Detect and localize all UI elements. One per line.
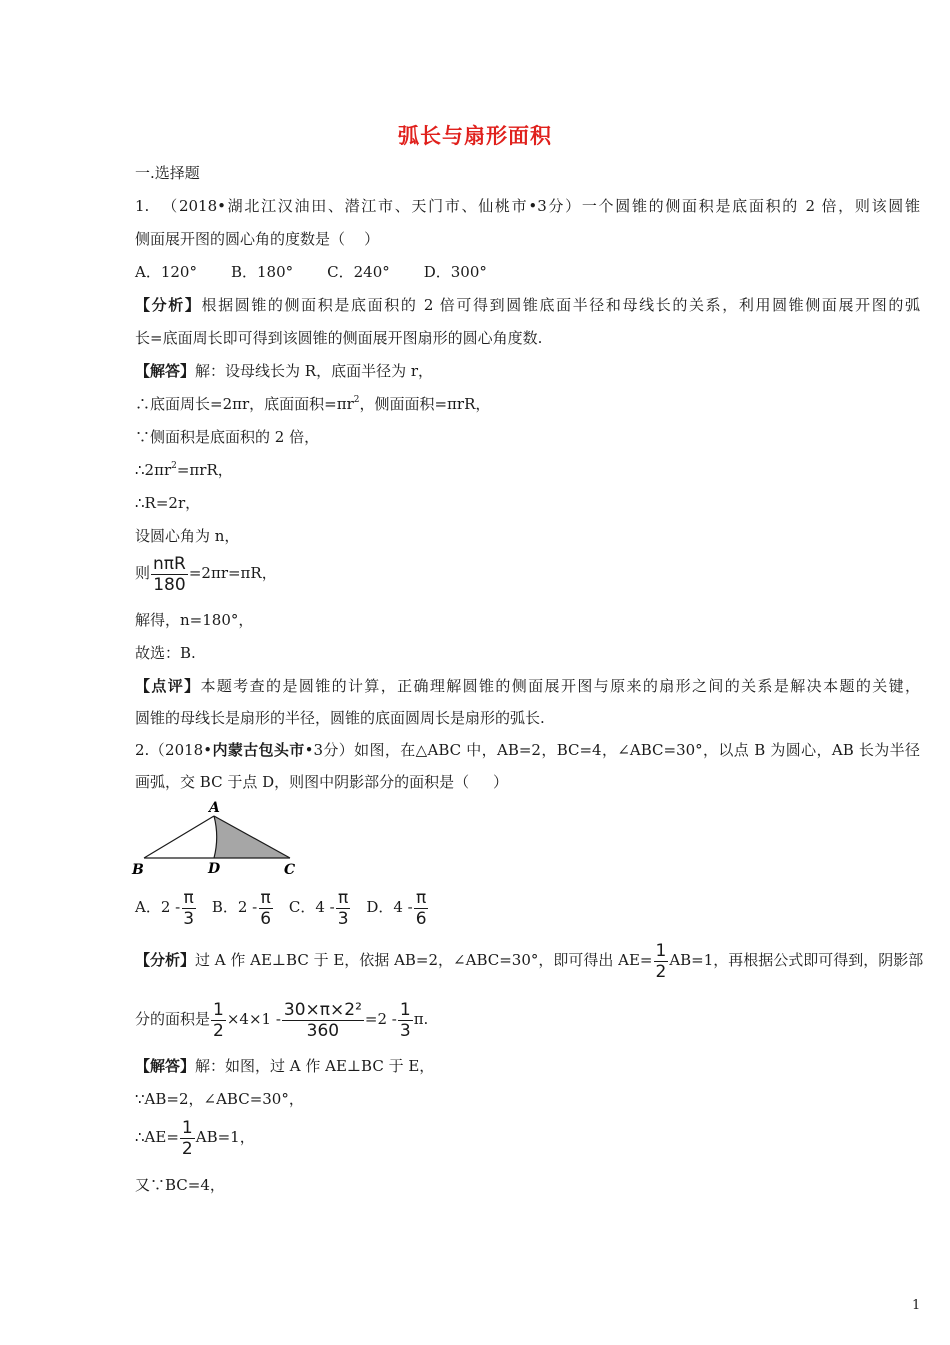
q2-s3a: ∴AE=: [135, 1128, 179, 1146]
q2-answer-line1: [135, 1056, 434, 1076]
q1-analysis-line1: [135, 295, 920, 315]
q1-analysis-line2: 长=底面周长即可得到该圆锥的侧面展开图扇形的圆心角度数.: [135, 329, 543, 347]
q2-third-fraction: $\frac{1}{3}$: [399, 999, 411, 1041]
side-ab: [144, 816, 214, 858]
q2-option-c[interactable]: C．4 - $\frac{\pi}{3}$: [288, 887, 349, 929]
q2-analysis2c: =2 -: [364, 1010, 397, 1028]
q2-analysis-tag: 【分析】: [135, 951, 196, 969]
q1-answer-line5: ∴R=2r，: [135, 494, 201, 512]
q2-option-d[interactable]: D．4 - $\frac{\pi}{6}$: [366, 887, 427, 929]
q1-s7-prefix: 则: [135, 564, 151, 582]
q1-analysis-text1: 根据圆锥的侧面积是底面积的 2 倍可得到圆锥底面半径和母线长的关系，利用圆锥侧面展开图的弧: [201, 296, 920, 314]
q1-review-line1: [135, 676, 920, 696]
q1-option-b[interactable]: B．180°: [230, 263, 294, 281]
triangle-figure: [130, 800, 305, 880]
q1-answer-line9: 故选：B.: [135, 644, 196, 662]
q1-s4-sup: 2: [171, 461, 177, 471]
q1-fraction-den: 180: [153, 574, 186, 595]
q1-answer-line1: [135, 361, 433, 381]
q2-analysis2b: ×4×1 -: [226, 1010, 281, 1028]
q2-analysis-line1: [135, 940, 924, 982]
label-c: C: [284, 862, 296, 878]
page-number: 1: [912, 1298, 921, 1313]
q1-answer-line6: 设圆心角为 n，: [135, 527, 240, 545]
q2-stem-line1: [135, 740, 920, 760]
q2-answer-text1: 解：如图，过 A 作 AE⊥BC 于 E，: [195, 1057, 435, 1075]
q2-answer-line4: 又∵BC=4，: [135, 1176, 225, 1194]
section-heading: 一.选择题: [135, 164, 200, 182]
q1-analysis-tag: 【分析】: [135, 296, 202, 314]
label-a: A: [209, 800, 220, 816]
q1-review-line2: 圆锥的母线长是扇形的半径，圆锥的底面圆周长是扇形的弧长.: [135, 709, 545, 727]
q1-options: [135, 262, 521, 282]
q1-review-tag: 【点评】: [135, 677, 201, 695]
q1-answer-text1: 解：设母线长为 R，底面半径为 r，: [195, 362, 434, 380]
q2-answer-tag: 【解答】: [135, 1057, 196, 1075]
q2-stem-rest: •3分）如图，在△ABC 中，AB=2，BC=4，∠ABC=30°，以点 B 为圆心，AB 长为半径: [304, 741, 920, 759]
q2-stem-prefix: 2.（2018•: [135, 741, 213, 759]
q1-s4b: =πrR，: [176, 461, 233, 479]
q1-s7-suffix: =2πr=πR，: [188, 564, 277, 582]
q2-analysis1a: 过 A 作 AE⊥BC 于 E，依据 AB=2，∠ABC=30°，即可得出 AE=: [195, 951, 653, 969]
q2-option-b[interactable]: B．2 - $\frac{\pi}{6}$: [211, 887, 272, 929]
q1-option-d[interactable]: D．300°: [423, 263, 487, 281]
q1-answer-line7: [135, 553, 277, 595]
q2-half-fraction: $\frac{1}{2}$: [655, 940, 667, 982]
q2-stem-bold: 内蒙古包头市: [212, 741, 305, 759]
q2-analysis-line2: 分的面积是 $\frac{1}{2}$ ×4×1 - $\frac{\text{30×π×2²}}{360}$ =2 - $\frac{1}{3}$ π.: [135, 999, 429, 1041]
q2-analysis2d: π.: [413, 1010, 429, 1028]
q1-s2a: ∴底面周长=2πr，底面面积=πr: [135, 395, 354, 413]
q1-s2b: ，侧面面积=πrR，: [359, 395, 491, 413]
q2-analysis2a: 分的面积是: [135, 1010, 211, 1028]
label-d: D: [208, 861, 221, 877]
q1-answer-line4: [135, 460, 233, 480]
q1-stem-line2: 侧面展开图的圆心角的度数是（ ）: [135, 230, 380, 248]
q2-answer-line2: ∵AB=2，∠ABC=30°，: [135, 1090, 304, 1108]
q1-answer-tag: 【解答】: [135, 362, 196, 380]
q1-answer-line8: 解得，n=180°，: [135, 611, 254, 629]
q1-answer-line3: ∵侧面积是底面积的 2 倍，: [135, 428, 320, 446]
q2-stem-line2: 画弧，交 BC 于点 D，则图中阴影部分的面积是（ ）: [135, 773, 508, 791]
q2-option-a[interactable]: A．2 - $\frac{\pi}{3}$: [135, 887, 195, 929]
label-b: B: [132, 862, 144, 878]
q1-s2-sup: 2: [353, 395, 360, 405]
q1-stem-line1: 1. （2018•湖北江汉油田、潜江市、天门市、仙桃市•3分）一个圆锥的侧面积是底面积的 2 倍，则该圆锥: [135, 197, 920, 215]
q2-s3b: AB=1，: [195, 1128, 255, 1146]
q2-answer-line3: ∴AE= $\frac{1}{2}$ AB=1，: [135, 1117, 255, 1159]
q2-analysis1b: AB=1，再根据公式即可得到，阴影部: [669, 951, 924, 969]
q1-fraction: [151, 554, 188, 595]
q1-option-a[interactable]: A．120°: [135, 263, 197, 281]
q1-s4a: ∴2πr: [135, 461, 172, 479]
q1-review-text1: 本题考查的是圆锥的计算，正确理解圆锥的侧面展开图与原来的扇形之间的关系是解决本题的关键，: [200, 677, 920, 695]
q1-option-c[interactable]: C．240°: [327, 263, 390, 281]
q1-fraction-num: nπR: [153, 553, 186, 574]
q2-options: [135, 887, 440, 929]
q1-answer-line2: [135, 394, 490, 414]
page-title: 弧长与扇形面积: [398, 123, 552, 148]
q2-sector-fraction: $\frac{\text{30×π×2²}}{360}$: [283, 999, 362, 1041]
